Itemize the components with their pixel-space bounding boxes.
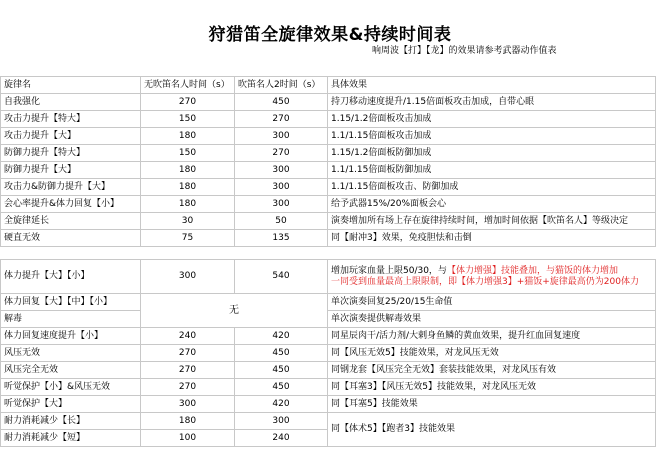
time-no-master: 150 [141,145,235,162]
melody-effect: 同【风压无效5】技能效果，对龙风压无效 [328,345,656,362]
melody-name: 自我强化 [1,94,141,111]
time-master2: 450 [235,362,328,379]
time-master2: 300 [235,413,328,430]
table-row [1,111,656,128]
melody-effect: 同【耐冲3】效果，免疫胆怯和击倒 [328,230,656,247]
time-no-master: 100 [141,430,235,447]
spacer-row [1,247,656,260]
time-master2: 270 [235,111,328,128]
header-melody-name: 旋律名 [1,77,141,94]
time-no-master: 75 [141,230,235,247]
melody-name: 防御力提升【特大】 [1,145,141,162]
time-master2: 240 [235,430,328,447]
melody-effect: 给予武器15%/20%面板会心 [328,196,656,213]
time-master2: 420 [235,396,328,413]
melody-name: 体力回复【大】【中】【小】 [1,294,141,311]
table-row [1,328,656,345]
time-master2: 450 [235,379,328,396]
table-row [1,294,656,311]
time-master2: 300 [235,179,328,196]
melody-effect: 单次演奏提供解毒效果 [328,311,656,328]
time-master2: 135 [235,230,328,247]
melody-effect: 同星辰肉干/活力剂/大剌身鱼鳞的黄血效果，提升红血回复速度 [328,328,656,345]
melody-effect: 持刀移动速度提升/1.15倍面板攻击加成，自带心眼 [328,94,656,111]
table-row [1,379,656,396]
melody-effect: 1.1/1.15倍面板攻击加成 [328,128,656,145]
melody-name: 风压无效 [1,345,141,362]
time-master2: 50 [235,213,328,230]
melody-name: 耐力消耗减少【短】 [1,430,141,447]
table-row [1,345,656,362]
table-row [1,213,656,230]
melody-effect: 1.15/1.2倍面板防御加成 [328,145,656,162]
time-no-master: 180 [141,196,235,213]
melody-effect [328,260,656,294]
time-master2: 450 [235,345,328,362]
table-row [1,145,656,162]
melody-name: 听觉保护【大】 [1,396,141,413]
melody-name: 体力回复速度提升【小】 [1,328,141,345]
melody-effect: 1.15/1.2倍面板攻击加成 [328,111,656,128]
table-row [1,128,656,145]
melody-name: 硬直无效 [1,230,141,247]
time-master2: 270 [235,145,328,162]
melody-table [0,76,656,447]
effect-text: 增加玩家血量上限50/30，与 [331,265,447,276]
melody-effect: 1.1/1.15倍面板防御加成 [328,162,656,179]
table-row [1,162,656,179]
melody-name: 体力提升【大】【小】 [1,260,141,294]
time-no-master: 30 [141,213,235,230]
melody-name: 解毒 [1,311,141,328]
time-master2: 300 [235,128,328,145]
header-effect: 具体效果 [328,77,656,94]
time-no-master: 270 [141,94,235,111]
time-no-master: 180 [141,413,235,430]
time-master2: 300 [235,162,328,179]
melody-name: 耐力消耗减少【长】 [1,413,141,430]
melody-name: 风压完全无效 [1,362,141,379]
time-no-master: 270 [141,379,235,396]
table-row [1,362,656,379]
melody-name: 听觉保护【小】&风压无效 [1,379,141,396]
table-row [1,196,656,213]
melody-effect: 同钢龙套【风压完全无效】套装技能效果，对龙风压有效 [328,362,656,379]
melody-name: 防御力提升【大】 [1,162,141,179]
header-time-master2: 吹笛名人2时间（s） [235,77,328,94]
time-no-master: 150 [141,111,235,128]
no-duration-cell: 无 [141,294,328,328]
table-row [1,311,656,328]
melody-name: 会心率提升&体力回复【小】 [1,196,141,213]
table-row [1,230,656,247]
effect-highlight: 一同受到血量最高上限限制，即【体力增强3】+猫饭+旋律最高仍为200体力 [331,276,639,287]
table-row [1,179,656,196]
melody-effect: 同【耳塞3】【风压无效5】技能效果，对龙风压无效 [328,379,656,396]
melody-name: 攻击力提升【大】 [1,128,141,145]
page-subtitle: 响周波【打】【龙】的效果请参考武器动作值表 [372,46,557,56]
time-master2: 300 [235,196,328,213]
time-no-master: 300 [141,260,235,294]
time-master2: 420 [235,328,328,345]
melody-name: 全旋律延长 [1,213,141,230]
time-no-master: 270 [141,362,235,379]
melody-effect: 单次演奏回复25/20/15生命值 [328,294,656,311]
time-no-master: 180 [141,162,235,179]
page-title: 狩猎笛全旋律效果&持续时间表 [208,25,452,45]
effect-highlight: 【体力增强】技能叠加，与猫饭的体力增加 [446,265,618,276]
melody-name: 攻击力&防御力提升【大】 [1,179,141,196]
melody-effect: 演奏增加所有场上存在旋律持续时间，增加时间依据【吹笛名人】等级决定 [328,213,656,230]
melody-name: 攻击力提升【特大】 [1,111,141,128]
time-master2: 450 [235,94,328,111]
table-row [1,396,656,413]
table-row [1,413,656,430]
melody-effect: 同【体术5】【跑者3】技能效果 [328,413,656,447]
table-row [1,94,656,111]
time-no-master: 300 [141,396,235,413]
time-no-master: 240 [141,328,235,345]
table-row-hp [1,260,656,294]
melody-effect: 1.1/1.15倍面板攻击、防御加成 [328,179,656,196]
time-no-master: 270 [141,345,235,362]
time-master2: 540 [235,260,328,294]
time-no-master: 180 [141,179,235,196]
melody-effect: 同【耳塞5】技能效果 [328,396,656,413]
header-row [1,77,656,94]
time-no-master: 180 [141,128,235,145]
header-time-no-master: 无吹笛名人时间（s） [141,77,235,94]
